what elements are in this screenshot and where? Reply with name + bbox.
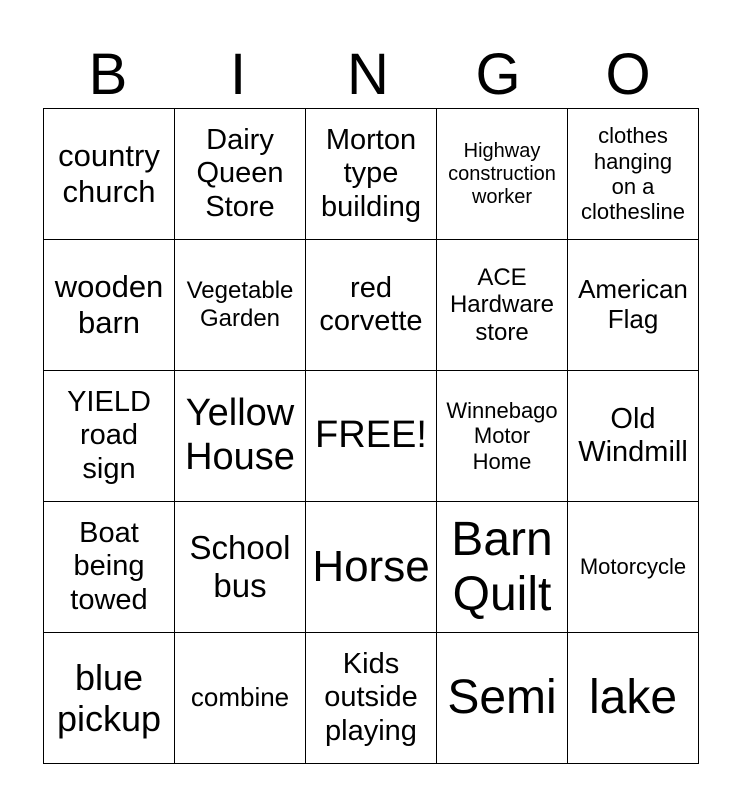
cell-b1[interactable] bbox=[44, 109, 175, 240]
cell-g1[interactable] bbox=[437, 109, 568, 240]
cell-i2-text: Vegetable Garden bbox=[186, 277, 294, 332]
cell-n3-free[interactable] bbox=[306, 371, 437, 502]
cell-n1[interactable] bbox=[306, 109, 437, 240]
cell-o2[interactable] bbox=[568, 240, 699, 371]
cell-i1[interactable] bbox=[175, 109, 306, 240]
cell-i4[interactable] bbox=[175, 502, 306, 633]
cell-o5-text: lake bbox=[588, 671, 678, 725]
cell-n4-text: Horse bbox=[312, 541, 430, 591]
cell-n1-text: Morton type building bbox=[321, 123, 421, 223]
cell-g4-text: Barn Quilt bbox=[451, 512, 553, 621]
cell-b2[interactable] bbox=[44, 240, 175, 371]
cell-o3[interactable] bbox=[568, 371, 699, 502]
cell-o3-text: Old Windmill bbox=[578, 402, 688, 468]
cell-o2-text: American Flag bbox=[578, 274, 688, 334]
cell-b4-text: Boat being towed bbox=[70, 516, 148, 616]
header-letter-o: O bbox=[605, 42, 651, 107]
board-row-4 bbox=[44, 502, 699, 633]
cell-o5[interactable] bbox=[568, 633, 699, 764]
header-letter-i: I bbox=[229, 42, 247, 107]
cell-b5-text: blue pickup bbox=[56, 656, 162, 739]
cell-o1-text: clothes hanging on a clothesline bbox=[581, 123, 685, 225]
cell-o1[interactable] bbox=[568, 109, 699, 240]
cell-n3-text: FREE! bbox=[315, 414, 427, 457]
cell-n4[interactable] bbox=[306, 502, 437, 633]
cell-b3[interactable] bbox=[44, 371, 175, 502]
cell-i4-text: School bus bbox=[189, 529, 291, 604]
cell-n2-text: red corvette bbox=[319, 271, 423, 337]
cell-i3[interactable] bbox=[175, 371, 306, 502]
header-letter-b: B bbox=[88, 42, 128, 107]
cell-g2-text: ACE Hardware store bbox=[449, 263, 555, 346]
cell-i5-text: combine bbox=[190, 682, 290, 713]
cell-o4[interactable] bbox=[568, 502, 699, 633]
bingo-board bbox=[43, 108, 699, 764]
cell-g4[interactable] bbox=[437, 502, 568, 633]
cell-n5[interactable] bbox=[306, 633, 437, 764]
board-row-3 bbox=[44, 371, 699, 502]
cell-g5[interactable] bbox=[437, 633, 568, 764]
cell-g2[interactable] bbox=[437, 240, 568, 371]
cell-g3-text: Winnebago Motor Home bbox=[446, 398, 558, 474]
cell-b3-text: YIELD road sign bbox=[67, 385, 151, 485]
header-letter-g: G bbox=[475, 42, 521, 107]
board-row-1 bbox=[44, 109, 699, 240]
cell-g1-text: Highway construction worker bbox=[448, 139, 556, 208]
cell-g5-text: Semi bbox=[447, 671, 557, 725]
cell-i2[interactable] bbox=[175, 240, 306, 371]
header-letter-n: N bbox=[347, 42, 389, 107]
cell-n2[interactable] bbox=[306, 240, 437, 371]
cell-b2-text: wooden barn bbox=[54, 269, 164, 340]
cell-b1-text: country church bbox=[58, 138, 160, 209]
board-row-5 bbox=[44, 633, 699, 764]
cell-i5[interactable] bbox=[175, 633, 306, 764]
cell-i3-text: Yellow House bbox=[185, 392, 295, 478]
cell-g3[interactable] bbox=[437, 371, 568, 502]
cell-o4-text: Motorcycle bbox=[579, 554, 687, 580]
bingo-header bbox=[43, 42, 693, 108]
cell-i1-text: Dairy Queen Store bbox=[196, 123, 284, 223]
cell-b4[interactable] bbox=[44, 502, 175, 633]
cell-n5-text: Kids outside playing bbox=[324, 647, 418, 747]
board-row-2 bbox=[44, 240, 699, 371]
cell-b5[interactable] bbox=[44, 633, 175, 764]
